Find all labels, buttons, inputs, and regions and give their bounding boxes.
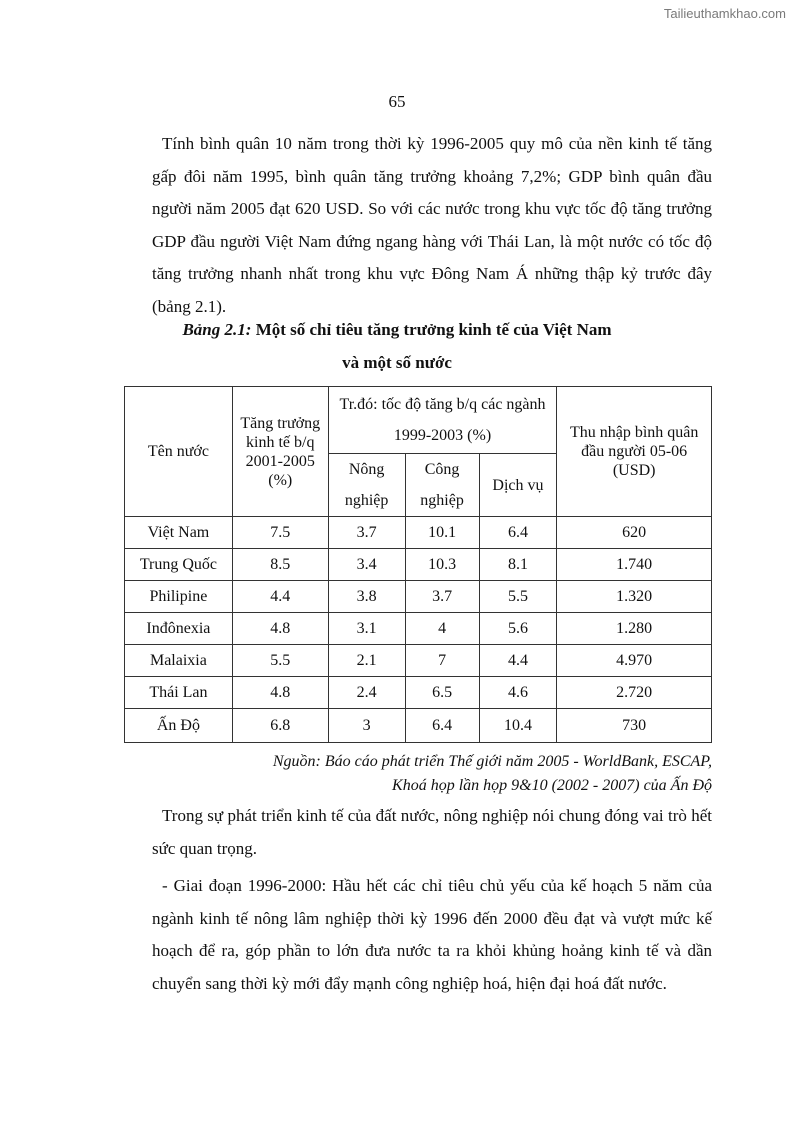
cell-services: 5.5: [479, 581, 557, 613]
table-caption-label: Bảng 2.1:: [182, 320, 252, 339]
table-row: [125, 613, 712, 645]
paragraph-period-1996-2000: [152, 870, 712, 1000]
cell-services: 4.4: [479, 645, 557, 677]
cell-industry: 10.1: [405, 517, 479, 549]
cell-industry: 7: [405, 645, 479, 677]
cell-country: Trung Quốc: [125, 549, 233, 581]
cell-country: Việt Nam: [125, 517, 233, 549]
cell-income: 620: [557, 517, 712, 549]
table-row: [125, 581, 712, 613]
cell-agriculture: 3.7: [328, 517, 405, 549]
table-row: [125, 709, 712, 743]
table-caption-line2: và một số nước: [342, 353, 452, 372]
table-row: [125, 517, 712, 549]
cell-country: Thái Lan: [125, 677, 233, 709]
cell-industry: 6.5: [405, 677, 479, 709]
cell-growth: 4.8: [232, 613, 328, 645]
paragraph-period-text: - Giai đoạn 1996-2000: Hầu hết các chỉ tiêu chủ yếu của kế hoạch 5 năm của ngành kinh tế nông lâm nghiệp thời kỳ 1996 đến 2000 đều đạt và vượt mức kế hoạch để ra, góp phần to lớn đưa nước ta ra khỏi khủng hoảng kinh tế và dần chuyển sang thời kỳ mới đẩy mạnh công nghiệp hoá, hiện đại hoá đất nước.: [152, 876, 712, 993]
cell-income: 2.720: [557, 677, 712, 709]
watermark: Tailieuthamkhao.com: [663, 6, 786, 21]
cell-country: Malaixia: [125, 645, 233, 677]
paragraph-intro: [152, 128, 712, 323]
cell-growth: 4.8: [232, 677, 328, 709]
header-industry: Công nghiệp: [405, 454, 479, 517]
table-caption-title: Một số chỉ tiêu tăng trưởng kinh tế của Việt Nam: [251, 320, 612, 339]
table-row: [125, 549, 712, 581]
cell-agriculture: 2.4: [328, 677, 405, 709]
cell-industry: 6.4: [405, 709, 479, 743]
table-row: [125, 677, 712, 709]
cell-industry: 10.3: [405, 549, 479, 581]
cell-income: 1.740: [557, 549, 712, 581]
paragraph-intro-text: Tính bình quân 10 năm trong thời kỳ 1996-2005 quy mô của nền kinh tế tăng gấp đôi năm 1995, bình quân tăng trưởng khoảng 7,2%; GDP bình quân đầu người năm 2005 đạt 620 USD. So với các nước trong khu vực tốc độ tăng trưởng GDP đầu người Việt Nam đứng ngang hàng với Thái Lan, là một nước có tốc độ tăng trưởng nhanh nhất trong khu vực Đông Nam Á những thập kỷ trước đây (bảng 2.1).: [152, 134, 712, 316]
table-row: [125, 645, 712, 677]
header-agriculture: Nông nghiệp: [328, 454, 405, 517]
cell-country: Inđônexia: [125, 613, 233, 645]
cell-income: 1.280: [557, 613, 712, 645]
header-country: Tên nước: [125, 387, 233, 517]
cell-income: 1.320: [557, 581, 712, 613]
cell-growth: 8.5: [232, 549, 328, 581]
growth-table: [124, 386, 712, 743]
table-caption: [0, 320, 794, 340]
cell-agriculture: 2.1: [328, 645, 405, 677]
cell-growth: 6.8: [232, 709, 328, 743]
cell-services: 10.4: [479, 709, 557, 743]
page-number: 65: [388, 92, 406, 111]
paragraph-agriculture-role: [152, 800, 712, 865]
cell-income: 730: [557, 709, 712, 743]
source-note-line1: Nguồn: Báo cáo phát triển Thế giới năm 2005 - WorldBank, ESCAP,: [272, 753, 712, 770]
cell-growth: 7.5: [232, 517, 328, 549]
cell-services: 4.6: [479, 677, 557, 709]
header-growth: Tăng trưởng kinh tế b/q 2001-2005 (%): [232, 387, 328, 517]
source-note-line2: Khoá họp lần họp 9&10 (2002 - 2007) của Ấn Độ: [392, 777, 712, 794]
header-sector-group: Tr.đó: tốc độ tăng b/q các ngành 1999-2003 (%): [328, 387, 557, 454]
cell-industry: 4: [405, 613, 479, 645]
cell-growth: 5.5: [232, 645, 328, 677]
cell-agriculture: 3.8: [328, 581, 405, 613]
paragraph-agriculture-role-text: Trong sự phát triển kinh tế của đất nước, nông nghiệp nói chung đóng vai trò hết sức quan trọng.: [152, 806, 712, 858]
cell-agriculture: 3.4: [328, 549, 405, 581]
cell-services: 5.6: [479, 613, 557, 645]
cell-agriculture: 3: [328, 709, 405, 743]
cell-services: 6.4: [479, 517, 557, 549]
cell-country: Philipine: [125, 581, 233, 613]
cell-industry: 3.7: [405, 581, 479, 613]
cell-services: 8.1: [479, 549, 557, 581]
cell-growth: 4.4: [232, 581, 328, 613]
cell-country: Ấn Độ: [125, 709, 233, 743]
header-income: Thu nhập bình quân đầu người 05-06 (USD): [557, 387, 712, 517]
cell-agriculture: 3.1: [328, 613, 405, 645]
cell-income: 4.970: [557, 645, 712, 677]
header-services: Dịch vụ: [479, 454, 557, 517]
